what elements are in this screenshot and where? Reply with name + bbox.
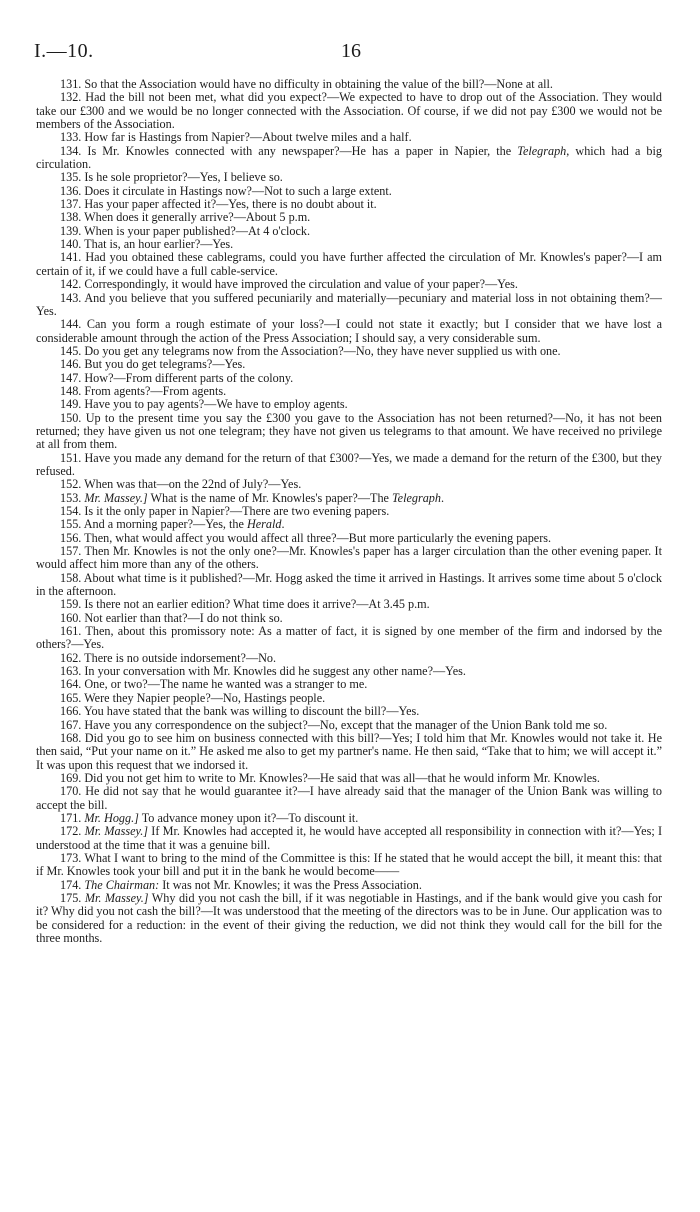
question-number: 152. [60, 477, 85, 492]
question-text: Is there not an earlier edition? What time does it arrive?—At 3.45 p.m. [84, 597, 430, 612]
question-number: 159. [60, 597, 85, 612]
question-text: You have stated that the bank was willing to discount the bill?—Yes. [83, 704, 420, 719]
question-text: Can you form a rough estimate of your loss?—I could not state it exactly; but I consider that we have lost a considerable amount through the action of the Press Association; I should say, a very considerable sum. [36, 317, 663, 345]
document-reference: I.—10. [34, 40, 94, 62]
question-text: Did you go to see him on business connected with this bill?—Yes; I told him that Mr. Knowles would not take it. He then said, “Put your name on it.” He asked me also to get my partner's name. He then said, “Take that to him; we will accept it.” It was upon this request that we indorsed it. [36, 730, 663, 772]
question-paragraph [36, 198, 662, 211]
question-text: What I want to bring to the mind of the Committee is this: If he stated that he would accept the bill, it meant this: that if Mr. Knowles took your bill and put it in the bank he would become—— [36, 850, 663, 879]
question-paragraph [36, 318, 662, 345]
question-paragraph [36, 238, 662, 251]
question-number: 168. [60, 730, 85, 745]
question-text: Have you any correspondence on the subject?—No, except that the manager of the Union Bank told me so. [84, 717, 608, 732]
question-number: 131. [60, 77, 85, 91]
question-paragraph [36, 78, 662, 91]
question-paragraph [36, 492, 662, 505]
question-text: If Mr. Knowles had accepted it, he would have accepted all responsibility in connection with it?—Yes; I understood at the time that it was a genuine bill. [36, 824, 663, 852]
newspaper-title: Herald [246, 517, 282, 532]
question-text: One, or two?—The name he wanted was a stranger to me. [84, 677, 368, 692]
question-number: 136. [60, 183, 85, 198]
question-text: Then Mr. Knowles is not the only one?—Mr. Knowles's paper has a larger circulation than the other evening paper. It would affect him more than any of the others. [36, 544, 662, 572]
question-number: 146. [60, 357, 85, 372]
question-text: Then, what would affect you would affect all three?—But more particularly the evening papers. [84, 530, 552, 545]
question-text: Is it the only paper in Napier?—There are two evening papers. [84, 504, 390, 518]
question-number: 170. [60, 784, 86, 799]
question-number: 135. [60, 170, 85, 185]
question-paragraph [36, 211, 662, 224]
question-text-tail: . [440, 490, 445, 505]
question-paragraph [36, 812, 662, 825]
question-paragraph [36, 852, 662, 879]
question-text: Has your paper affected it?—Yes, there is no doubt about it. [84, 197, 377, 212]
question-text: In your conversation with Mr. Knowles did he suggest any other name?—Yes. [84, 664, 466, 679]
question-paragraph [36, 358, 662, 371]
question-text: Had the bill not been met, what did you expect?—We expected to have to drop out of the Association. They would take our £300 and we would be no longer connected with the Association. Of course, if we did not pay £300 we would not be members of the Association. [36, 90, 662, 132]
question-paragraph [36, 612, 662, 625]
question-text: There is no outside indorsement?—No. [84, 650, 277, 665]
question-text: Up to the present time you say the £300 you gave to the Association has not been returned?—No, it has not been returned; they have given us not one telegram; they have not given us telegrams to that amount. We have received no privilege at all from them. [36, 410, 663, 452]
page-number: 16 [341, 40, 361, 62]
question-paragraph [36, 478, 662, 491]
question-number: 175. [60, 890, 85, 905]
newspaper-title: Telegraph [517, 143, 567, 158]
question-number: 174. [60, 877, 85, 892]
question-text: About what time is it published?—Mr. Hogg asked the time it arrived in Hastings. It arrives some time about 5 o'clock in the afternoon. [36, 570, 663, 599]
question-paragraph [36, 892, 662, 945]
question-paragraph [36, 345, 662, 358]
question-text: Not earlier than that?—I do not think so. [84, 610, 283, 625]
question-text: Is Mr. Knowles connected with any newspaper?—He has a paper in Napier, the [87, 143, 518, 158]
question-paragraph [36, 518, 662, 531]
speaker-name: Mr. Massey.] [84, 890, 149, 905]
question-paragraph [36, 145, 662, 172]
question-text: He did not say that he would guarantee it?—I have already said that the manager of the Union Bank was willing to accept the bill. [36, 784, 662, 812]
speaker-name: Mr. Massey.] [84, 824, 149, 839]
question-paragraph [36, 705, 662, 718]
question-text: And you believe that you suffered pecuniarily and materially—pecuniary and material loss in not obtaining them?—Yes. [36, 290, 662, 318]
question-text: Then, about this promissory note: As a matter of fact, it is signed by one member of the firm and indorsed by the others?—Yes. [36, 624, 663, 652]
question-number: 147. [60, 370, 85, 385]
question-text-tail: , which had a big circulation. [36, 143, 663, 172]
question-paragraph [36, 452, 662, 479]
question-number: 157. [60, 544, 85, 559]
question-text: Did you not get him to write to Mr. Knowles?—He said that was all—that he would inform Mr. Knowles. [84, 770, 600, 785]
question-text: How far is Hastings from Napier?—About twelve miles and a half. [84, 130, 412, 145]
question-paragraph [36, 505, 662, 518]
question-number: 134. [60, 143, 88, 158]
question-text: Why did you not cash the bill, if it was negotiable in Hastings, and if the bank would give you cash for it? Why did you not cash the bill?—It was understood that the meeting of the directors was to be in June. Our application was to be considered for a reduction: in the event of their giving the reduction, we did not think they would call for the bill for the three months. [36, 890, 663, 945]
question-text: Have you to pay agents?—We have to employ agents. [84, 397, 348, 412]
question-text: What is the name of Mr. Knowles's paper?—The [147, 490, 392, 505]
question-paragraph [36, 278, 662, 291]
question-paragraph [36, 545, 662, 572]
question-number: 144. [60, 317, 87, 332]
question-paragraph [36, 719, 662, 732]
question-number: 162. [60, 650, 85, 665]
question-text-tail: . [281, 517, 285, 532]
question-text: So that the Association would have no difficulty in obtaining the value of the bill?—None at all. [84, 77, 553, 91]
question-number: 165. [60, 690, 85, 705]
question-paragraph [36, 879, 662, 892]
question-paragraph [36, 665, 662, 678]
question-number: 167. [60, 717, 85, 732]
question-text: When does it generally arrive?—About 5 p.m. [84, 210, 311, 225]
question-number: 154. [60, 504, 85, 518]
question-number: 132. [60, 90, 86, 105]
question-number: 143. [60, 290, 85, 305]
question-number: 172. [60, 824, 85, 839]
question-paragraph [36, 91, 662, 131]
newspaper-title: Telegraph [392, 490, 441, 505]
question-number: 156. [60, 530, 85, 545]
question-paragraph [36, 412, 662, 452]
question-number: 173. [60, 850, 85, 865]
question-text: To advance money upon it?—To discount it. [138, 810, 359, 825]
question-number: 151. [60, 450, 85, 465]
question-paragraph [36, 185, 662, 198]
question-paragraph [36, 532, 662, 545]
question-number: 138. [60, 210, 85, 225]
question-paragraph [36, 772, 662, 785]
question-paragraph [36, 131, 662, 144]
question-paragraph [36, 398, 662, 411]
question-number: 150. [60, 410, 86, 425]
speaker-name: The Chairman: [84, 877, 160, 892]
question-number: 166. [60, 704, 84, 719]
question-text: Correspondingly, it would have improved the circulation and value of your paper?—Yes. [84, 277, 518, 292]
question-number: 149. [60, 397, 85, 412]
question-number: 141. [60, 250, 86, 265]
question-paragraph [36, 171, 662, 184]
question-number: 169. [60, 770, 85, 785]
question-number: 133. [60, 130, 85, 145]
question-number: 164. [60, 677, 85, 692]
question-paragraph [36, 825, 662, 852]
question-text: Were they Napier people?—No, Hastings people. [84, 690, 326, 705]
question-paragraph [36, 732, 662, 772]
question-text: Have you made any demand for the return of that £300?—Yes, we made a demand for the return of the £300, but they refused. [36, 450, 662, 478]
speaker-name: Mr. Massey.] [84, 490, 148, 505]
question-number: 158. [60, 570, 84, 585]
question-paragraph [36, 292, 662, 319]
question-paragraph [36, 372, 662, 385]
question-text: Do you get any telegrams now from the Association?—No, they have never supplied us with one. [84, 343, 561, 358]
question-number: 171. [60, 810, 85, 825]
question-paragraph [36, 225, 662, 238]
speaker-name: Mr. Hogg.] [84, 810, 139, 825]
question-paragraph [36, 692, 662, 705]
question-text: It was not Mr. Knowles; it was the Press Association. [159, 877, 422, 892]
question-text: When was that—on the 22nd of July?—Yes. [84, 477, 302, 492]
question-paragraph [36, 625, 662, 652]
question-number: 140. [60, 237, 85, 252]
question-text: But you do get telegrams?—Yes. [84, 357, 246, 372]
question-text: That is, an hour earlier?—Yes. [84, 237, 234, 252]
question-number: 153. [60, 490, 85, 505]
question-number: 160. [60, 610, 85, 625]
evidence-text [36, 78, 662, 945]
question-number: 137. [60, 197, 85, 212]
question-text: Is he sole proprietor?—Yes, I believe so. [84, 170, 283, 185]
question-number: 139. [60, 223, 85, 238]
question-number: 161. [60, 624, 86, 639]
question-paragraph [36, 251, 662, 278]
question-text: When is your paper published?—At 4 o'clock. [84, 223, 311, 238]
question-paragraph [36, 652, 662, 665]
question-text: How?—From different parts of the colony. [84, 370, 294, 385]
question-number: 163. [60, 664, 85, 679]
question-paragraph [36, 678, 662, 691]
question-text: Had you obtained these cablegrams, could you have further affected the circulation of Mr. Knowles's paper?—I am certain of it, if we could have a full cable-service. [36, 250, 662, 278]
question-paragraph [36, 572, 662, 599]
question-number: 148. [60, 383, 85, 398]
question-number: 145. [60, 343, 85, 358]
question-paragraph [36, 598, 662, 611]
question-text: And a morning paper?—Yes, the [83, 517, 247, 532]
question-text: Does it circulate in Hastings now?—Not to such a large extent. [84, 183, 392, 198]
question-paragraph [36, 785, 662, 812]
question-text: From agents?—From agents. [84, 383, 227, 398]
question-paragraph [36, 385, 662, 398]
question-number: 155. [60, 517, 84, 532]
question-number: 142. [60, 277, 85, 292]
